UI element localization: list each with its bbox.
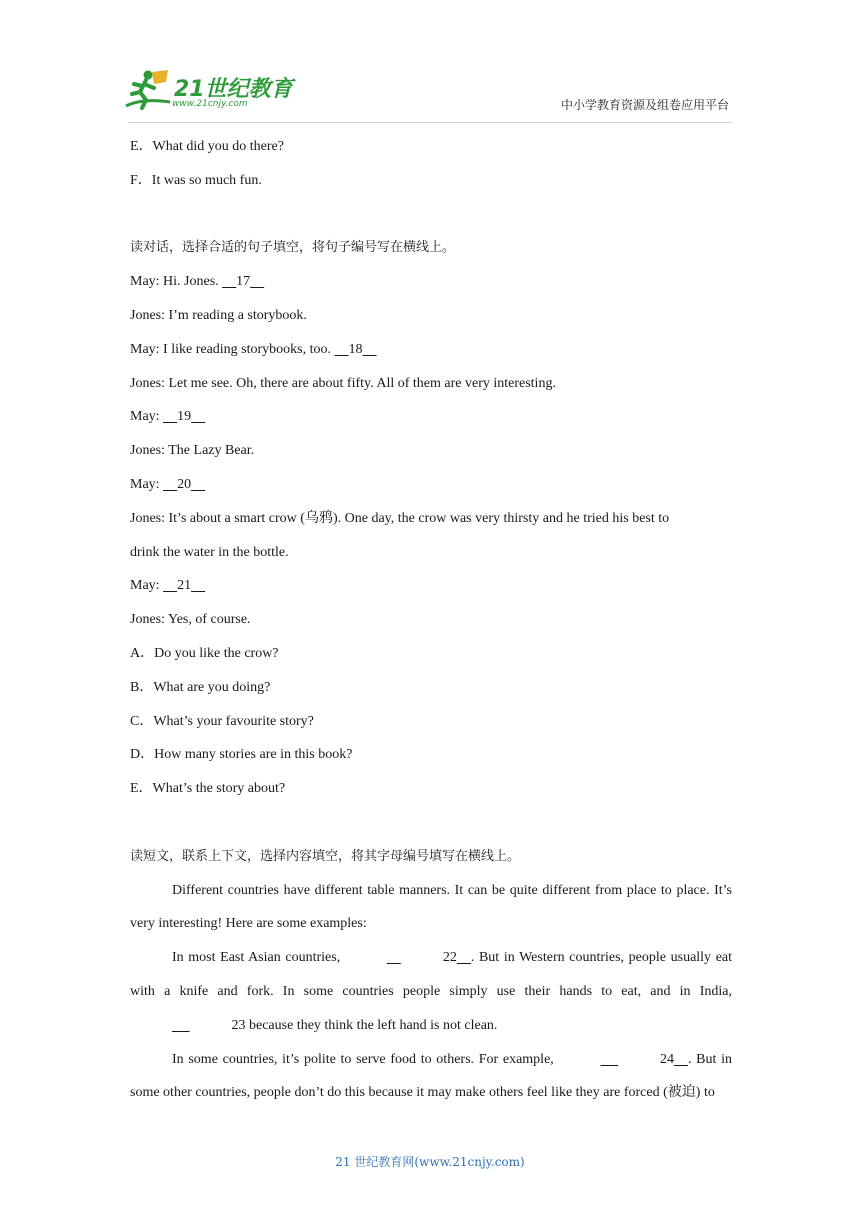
dialogue-line: Jones: The Lazy Bear. xyxy=(130,443,255,459)
dialogue-line: May: I like reading storybooks, too. 18 xyxy=(130,333,732,367)
answer-blank-18[interactable]: 18 xyxy=(348,341,363,357)
header-divider xyxy=(128,122,732,123)
answer-blank-22[interactable]: 22 xyxy=(442,950,457,966)
section3-instruction: 读短文，联系上下文，选择内容填空，将其字母编号填写在横线上。 xyxy=(130,848,521,864)
prev-option-e: E．What did you do there? xyxy=(130,139,284,154)
runner-logo-icon xyxy=(122,68,174,114)
dialogue-line: May: 21 xyxy=(130,569,732,603)
answer-blank-23[interactable]: 23 xyxy=(231,1017,246,1033)
dialogue-line: May: Hi. Jones. 17 xyxy=(130,265,732,299)
dialogue-line: Jones: It’s about a smart crow (乌鸦). One day, the crow was very thirsty and he tried his best to xyxy=(130,510,670,526)
brand-logo xyxy=(122,68,292,114)
passage-paragraph-2: In most East Asian countries, 22 . But in Western countries, people usually eat with a knife and fork. In some countries people simply use their hands to eat, and in India, 23 because they think the left hand is not clean. xyxy=(130,941,732,1042)
dialogue-line: drink the water in the bottle. xyxy=(130,544,289,560)
page-header xyxy=(0,0,860,125)
answer-blank-20[interactable]: 20 xyxy=(177,476,192,492)
option-e: E．What’s the story about? xyxy=(130,781,286,797)
page-footer[interactable]: 21 世纪教育网(www.21cnjy.com) xyxy=(335,1155,525,1169)
logo-text: 21世纪教育 xyxy=(174,77,293,102)
prev-option-f: F．It was so much fun. xyxy=(130,172,262,188)
option-c: C．What’s your favourite story? xyxy=(130,713,314,729)
section2-instruction: 读对话，选择合适的句子填空，将句子编号写在横线上。 xyxy=(130,240,456,256)
dialogue-line: May: 19 xyxy=(130,400,732,434)
answer-blank-17[interactable]: 17 xyxy=(236,274,251,290)
option-d: D．How many stories are in this book? xyxy=(130,747,353,763)
answer-blank-21[interactable]: 21 xyxy=(177,578,192,594)
option-b: B．What are you doing? xyxy=(130,679,271,695)
answer-blank-19[interactable]: 19 xyxy=(177,409,192,425)
answer-blank-24[interactable]: 24 xyxy=(659,1051,674,1067)
logo-url: www.21cnjy.com xyxy=(172,99,248,109)
dialogue-line: May: 20 xyxy=(130,468,732,502)
document-body xyxy=(130,130,732,1110)
dialogue-line: Jones: I’m reading a storybook. xyxy=(130,307,307,323)
dialogue-line: Jones: Let me see. Oh, there are about fifty. All of them are very interesting. xyxy=(130,375,556,391)
passage-paragraph-1: Different countries have different table manners. It can be quite different from place to place. It’s very interesting! Here are some examples: xyxy=(130,882,732,932)
platform-title: 中小学教育资源及组卷应用平台 xyxy=(560,98,729,112)
option-a: A．Do you like the crow? xyxy=(130,645,279,661)
passage-paragraph-3: In some countries, it’s polite to serve food to others. For example, 24 . But in some other countries, people don’t do this because it may make others feel like they are forced (被迫) to xyxy=(130,1043,732,1111)
dialogue-line: Jones: Yes, of course. xyxy=(130,612,251,628)
